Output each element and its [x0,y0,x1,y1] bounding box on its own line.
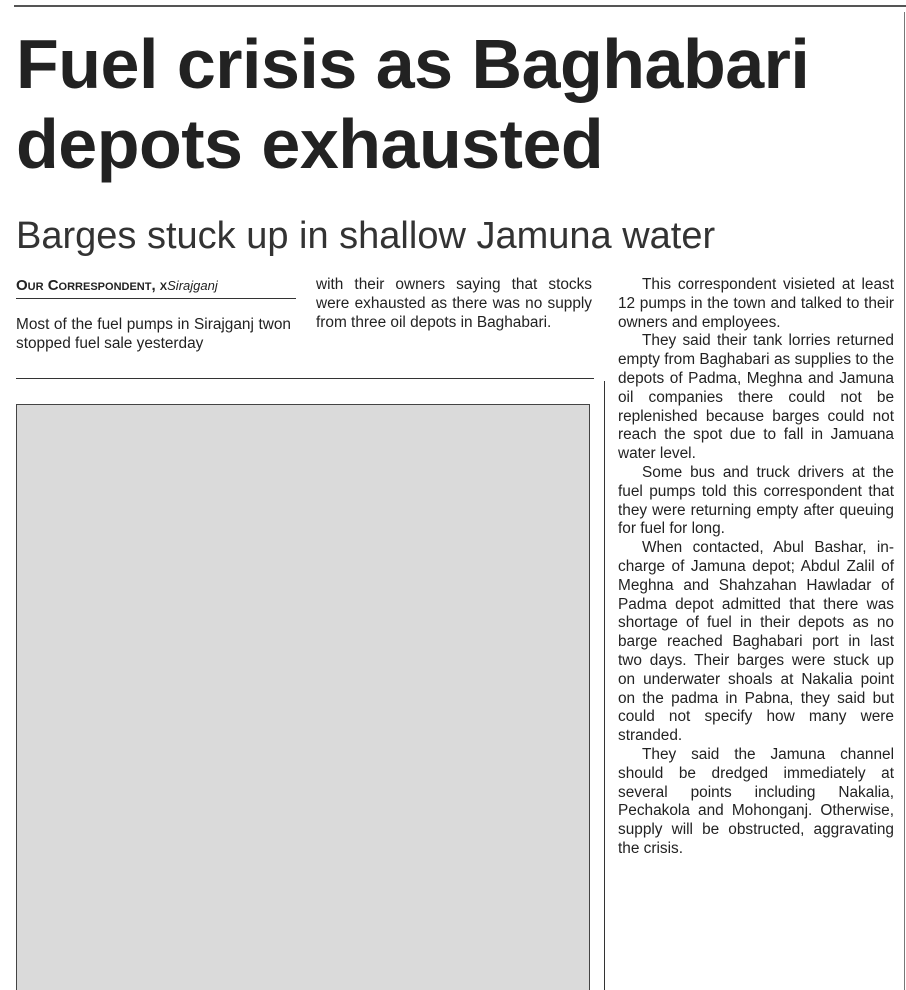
subheadline: Barges stuck up in shallow Jamuna water [16,215,716,257]
top-rule [14,5,906,7]
headline [16,24,896,184]
column-1-text: Most of the fuel pumps in Sirajganj twon stopped fuel sale yesterday [16,316,291,352]
section-rule [16,378,594,379]
byline-correspondent: Our Correspondent, x [16,277,168,294]
column-separator [604,381,605,990]
byline [16,276,296,295]
photo-placeholder [16,404,590,990]
headline-line-2: depots exhausted [16,105,604,183]
article-column-3 [618,276,894,859]
right-column-rule [904,12,905,990]
article-column-1 [16,316,291,354]
column-3-paragraph: This correspondent visieted at least 12 pumps in the town and talked to their owners and employees. [618,276,894,331]
column-3-paragraph: They said the Jamuna channel should be dredged immediately at several points including Nakalia, Pechakola and Mohonganj. Otherwise, supply will be obstructed, aggravating the crisis. [618,745,894,857]
byline-rule [16,298,296,299]
column-2-text: with their owners saying that stocks were exhausted as there was no supply from three oil depots in Baghabari. [316,276,592,331]
byline-place: Sirajganj [167,278,218,293]
column-3-paragraph: Some bus and truck drivers at the fuel pumps told this correspondent that they were returning empty after queuing for fuel for long. [618,463,894,538]
article-column-2 [316,276,592,332]
column-3-paragraph: They said their tank lorries returned empty from Baghabari as supplies to the depots of Padma, Meghna and Jamuna oil companies there could not be replenished because barges could not reach the spot due to fall in Jamuana water level. [618,332,894,463]
headline-line-1: Fuel crisis as Baghabari [16,25,810,103]
column-3-paragraph: When contacted, Abul Bashar, in-charge of Jamuna depot; Abdul Zalil of Meghna and Shahzahan Hawladar of Padma depot admitted that there was shortage of fuel in their depots as no barge reached Baghabari port in last two days. Their barges were stuck up on underwater shoals at Nakalia point on the padma in Pabna, they said but could not specify how many were stranded. [618,539,894,745]
